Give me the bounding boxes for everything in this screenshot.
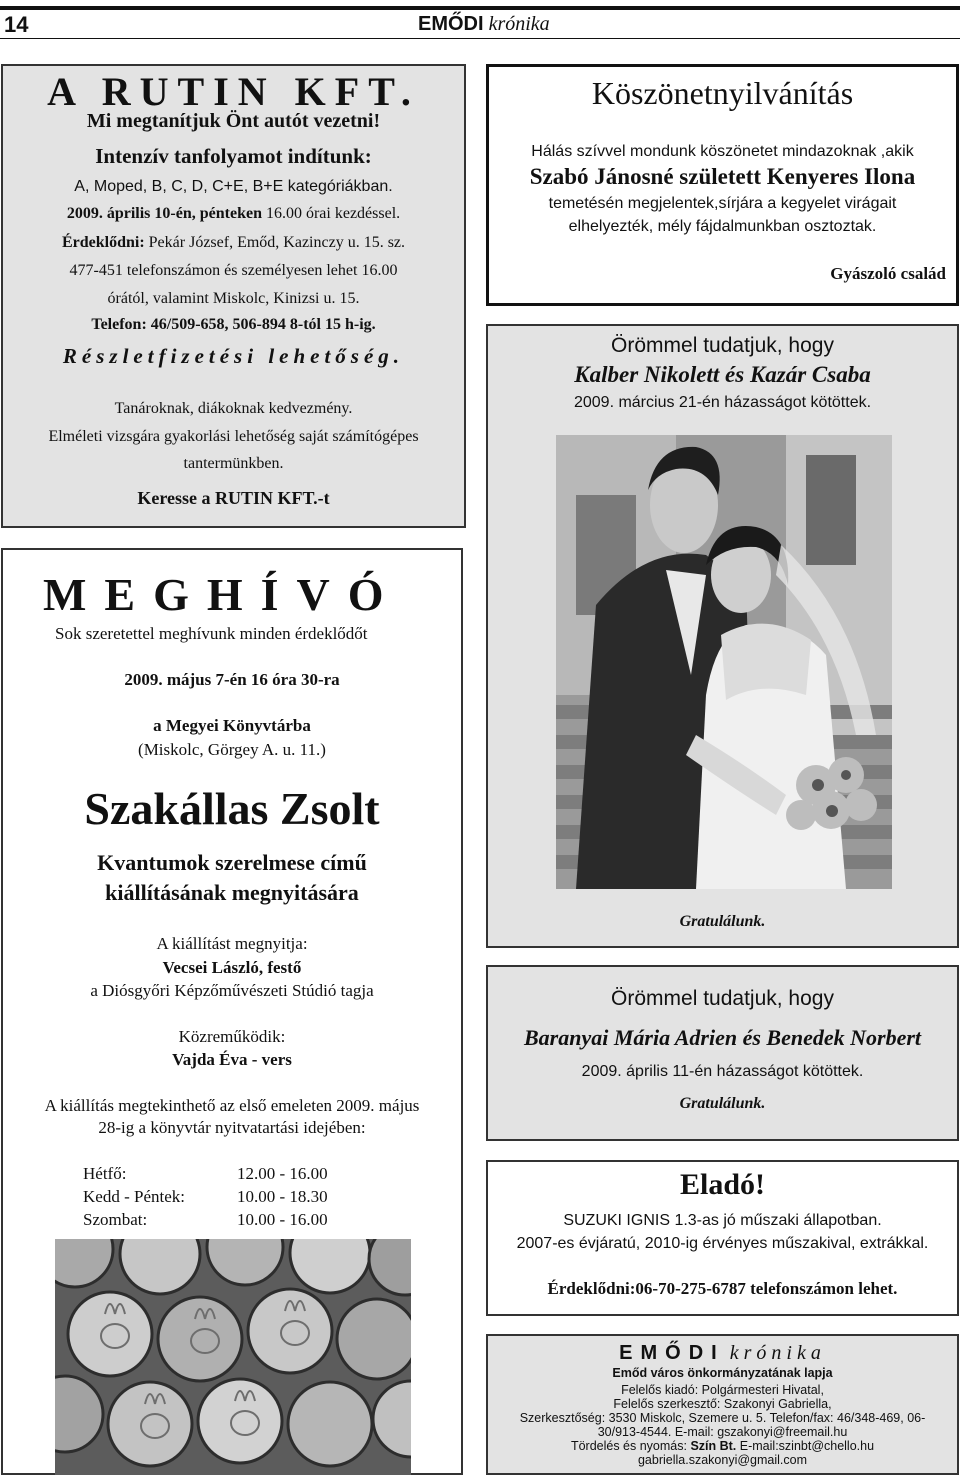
impressum-printer-email: E-mail:szinbt@chello.hu	[736, 1439, 875, 1453]
wedding2-names: Baranyai Mária Adrien és Benedek Norbert	[523, 1025, 922, 1050]
impressum-editor: Felelős szerkesztő: Szakonyi Gabriella,	[613, 1397, 832, 1411]
header-brand-bold: EMŐDI	[418, 13, 484, 35]
impressum-brand	[488, 1342, 957, 1365]
invitation-coop: Vajda Éva - vers	[172, 1050, 292, 1069]
rutin-phone-line1: 477-451 telefonszámon és személyesen lehet 16.00	[69, 262, 398, 279]
thanks-name: Szabó Jánosné született Kenyeres Ilona	[529, 164, 916, 189]
wedding-announcement-1	[486, 324, 959, 948]
impressum-printing	[488, 1439, 957, 1453]
hours-time: 12.00 - 16.00	[237, 1164, 328, 1183]
impressum-office-contact: 30/913-4544. E-mail: gszakonyi@freemail.hu	[597, 1425, 848, 1439]
wedding1-date: 2009. március 21-én házasságot kötöttek.	[573, 394, 872, 411]
header-top-rule	[0, 6, 960, 10]
invitation-venue: a Megyei Könyvtárba	[153, 716, 311, 735]
impressum-office: Szerkesztőség: 3530 Miskolc, Szemere u. 5. Telefon/fax: 46/348-469, 06-	[519, 1411, 926, 1425]
header-brand	[418, 13, 550, 36]
invitation-opener-affiliation: a Diósgyőri Képzőművészeti Stúdió tagja	[90, 981, 374, 1000]
invitation	[1, 548, 463, 1475]
impressum-printing-label: Tördelés és nyomás:	[570, 1439, 691, 1453]
rutin-date-bold: 2009. április 10-én, pénteken	[66, 205, 262, 222]
invitation-view-line2: 28-ig a könyvtár nyitvatartási idejében:	[98, 1118, 366, 1137]
impressum-email: gabriella.szakonyi@gmail.com	[637, 1453, 807, 1467]
rutin-theory-line1: Elméleti vizsgára gyakorlási lehetőség saját számítógépes	[48, 428, 419, 445]
header-bottom-rule	[0, 38, 960, 39]
invitation-address: (Miskolc, Görgey A. u. 11.)	[138, 740, 326, 759]
sale-line1: SUZUKI IGNIS 1.3-as jó műszaki állapotban.	[563, 1212, 882, 1229]
invitation-opener: Vecsei László, festő	[162, 958, 302, 977]
page-number: 14	[4, 12, 29, 37]
wedding1-intro: Örömmel tudatjuk, hogy	[611, 334, 834, 357]
rutin-inquire-rest: Pekár József, Emőd, Kazinczy u. 15. sz.	[144, 234, 406, 251]
hours-day: Kedd - Péntek:	[83, 1187, 185, 1206]
invitation-date: 2009. május 7-én 16 óra 30-ra	[124, 670, 340, 689]
chocolate-coins-drawing	[55, 1239, 411, 1475]
sale-title: Eladó!	[679, 1168, 766, 1201]
impressum-publisher: Felelős kiadó: Polgármesteri Hivatal,	[621, 1383, 824, 1397]
hours-row	[83, 1164, 328, 1187]
thanks-signature: Gyászoló család	[830, 264, 946, 283]
rutin-installment: Részletfizetési lehetőség.	[62, 344, 405, 368]
hours-row	[83, 1187, 328, 1210]
wedding1-congrats: Gratulálunk.	[679, 913, 766, 930]
impressum-subtitle: Emőd város önkormányzatának lapja	[612, 1366, 833, 1380]
wedding-photo	[556, 435, 892, 889]
hours-time: 10.00 - 18.30	[237, 1187, 328, 1206]
thanks-line2: temetésén megjelentek,sírjára a kegyelet virágait	[548, 195, 897, 212]
wedding-photo-drawing	[556, 435, 892, 889]
invitation-exhibit-line1: Kvantumok szerelmese című	[97, 850, 367, 875]
header-brand-italic: krónika	[488, 13, 550, 35]
rutin-subtitle: Mi megtanítjuk Önt autót vezetni!	[86, 110, 381, 132]
wedding-announcement-2	[486, 965, 959, 1141]
impressum-brand-bold: EMŐDI	[619, 1342, 725, 1364]
wedding2-date: 2009. április 11-én házasságot kötöttek.	[581, 1063, 864, 1080]
wedding2-intro: Örömmel tudatjuk, hogy	[611, 987, 834, 1010]
rutin-phone-line3: Telefon: 46/509-658, 506-894 8-tól 15 h-ig.	[91, 316, 376, 333]
hours-day: Hétfő:	[83, 1164, 127, 1183]
sale-ad	[486, 1160, 959, 1316]
thanks-line1: Hálás szívvel mondunk köszönetet mindazoknak ,akik	[531, 143, 914, 160]
rutin-date-rest: 16.00 órai kezdéssel.	[261, 205, 401, 222]
rutin-inquire-bold: Érdeklődni:	[61, 234, 145, 251]
hours-row	[83, 1210, 328, 1233]
thanks-notice	[486, 64, 959, 306]
sale-contact: Érdeklődni:06-70-275-6787 telefonszámon lehet.	[547, 1279, 898, 1298]
chocolate-coins-image	[55, 1239, 411, 1475]
rutin-theory-line2: tantermünkben.	[183, 455, 284, 472]
invitation-exhibit-line2: kiállításának megnyitására	[105, 880, 359, 905]
wedding2-congrats: Gratulálunk.	[679, 1095, 766, 1112]
invitation-opened-by: A kiállítást megnyitja:	[156, 934, 308, 953]
opening-hours	[83, 1164, 328, 1233]
rutin-date	[3, 205, 464, 223]
impressum-printer: Szín Bt.	[690, 1439, 737, 1453]
sale-line2: 2007-es évjáratú, 2010-ig érvényes műszakival, extrákkal.	[516, 1235, 929, 1252]
invitation-title: MEGHÍVÓ	[43, 569, 402, 620]
impressum-brand-italic: krónika	[729, 1342, 826, 1364]
wedding1-names: Kalber Nikolett és Kazár Csaba	[574, 362, 871, 387]
rutin-title: A RUTIN KFT.	[47, 69, 420, 114]
invitation-coop-label: Közreműködik:	[178, 1027, 286, 1046]
hours-time: 10.00 - 16.00	[237, 1210, 328, 1229]
hours-day: Szombat:	[83, 1210, 148, 1229]
thanks-line3: elhelyezték, mély fájdalmunkban osztoztak.	[568, 218, 877, 235]
rutin-seek: Keresse a RUTIN KFT.-t	[137, 488, 330, 508]
rutin-intensive: Intenzív tanfolyamot indítunk:	[95, 144, 372, 168]
impressum	[486, 1334, 959, 1475]
rutin-categories: A, Moped, B, C, D, C+E, B+E kategóriákban.	[74, 178, 393, 195]
rutin-ad	[1, 64, 466, 528]
invitation-intro: Sok szeretettel meghívunk minden érdeklődőt	[55, 624, 368, 643]
invitation-artist: Szakállas Zsolt	[84, 783, 380, 834]
rutin-discount: Tanároknak, diákoknak kedvezmény.	[114, 400, 353, 417]
rutin-inquire	[3, 234, 464, 252]
rutin-phone-line2: órától, valamint Miskolc, Kinizsi u. 15.	[107, 290, 360, 307]
invitation-view-line1: A kiállítás megtekinthető az első emeleten 2009. május	[44, 1096, 420, 1115]
thanks-title: Köszönetnyilvánítás	[591, 75, 854, 111]
